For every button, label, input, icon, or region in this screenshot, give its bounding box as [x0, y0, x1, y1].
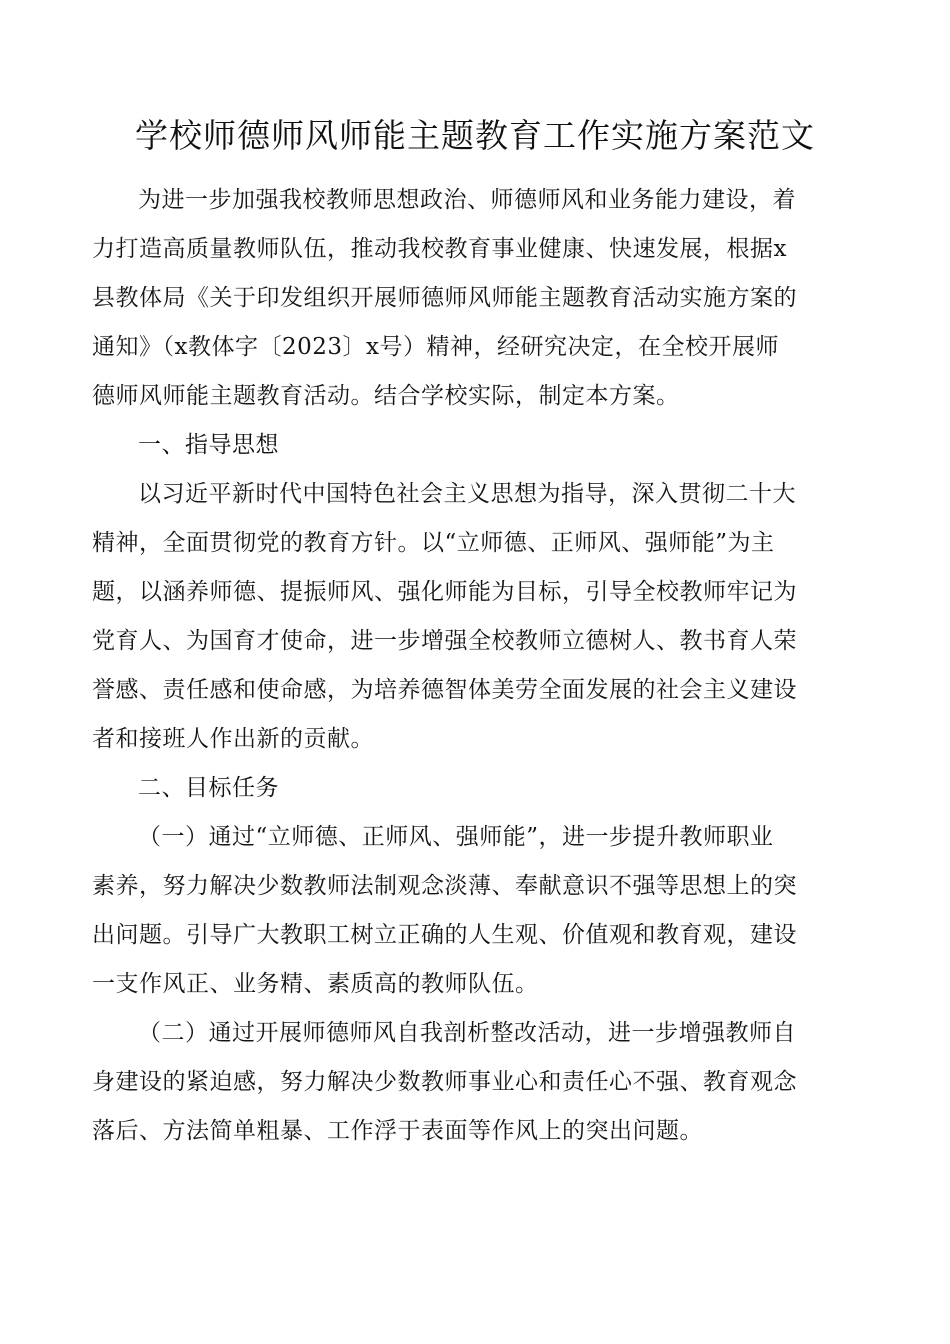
text-line: 以习近平新时代中国特色社会主义思想为指导，深入贯彻二十大: [138, 481, 796, 507]
text-line: 通知》（x教体字〔2023〕x号）精神，经研究决定，在全校开展师: [92, 334, 779, 360]
text-line: 者和接班人作出新的贡献。: [92, 726, 374, 752]
text-line: 身建设的紧迫感，努力解决少数教师事业心和责任心不强、教育观念: [92, 1069, 797, 1095]
intro-paragraph: [92, 176, 858, 421]
guiding-ideology-paragraph: [92, 470, 858, 764]
document-body: [92, 176, 858, 1156]
text-line: 落后、方法简单粗暴、工作浮于表面等作风上的突出问题。: [92, 1118, 703, 1144]
text-line: 力打造高质量教师队伍，推动我校教育事业健康、快速发展，根据x: [92, 236, 787, 262]
text-line: 出问题。引导广大教职工树立正确的人生观、价值观和教育观，建设: [92, 922, 797, 948]
text-line: 县教体局《关于印发组织开展师德师风师能主题教育活动实施方案的: [92, 285, 797, 311]
text-line: 素养，努力解决少数教师法制观念淡薄、奉献意识不强等思想上的突: [92, 873, 797, 899]
target-item-2-paragraph: [92, 1009, 858, 1156]
document-title: 学校师德师风师能主题教育工作实施方案范文: [135, 116, 815, 155]
text-line: 一支作风正、业务精、素质高的教师队伍。: [92, 971, 539, 997]
section-heading: 二、目标任务: [138, 775, 279, 801]
text-line: （一）通过“立师德、正师风、强师能”，进一步提升教师职业: [138, 824, 774, 850]
text-line: 题，以涵养师德、提振师风、强化师能为目标，引导全校教师牢记为: [92, 579, 797, 605]
text-line: 党育人、为国育才使命，进一步增强全校教师立德树人、教书育人荣: [92, 628, 797, 654]
target-item-1-paragraph: [92, 813, 858, 1009]
text-line: （二）通过开展师德师风自我剖析整改活动，进一步增强教师自: [138, 1020, 796, 1046]
section-heading: 一、指导思想: [138, 432, 279, 458]
text-line: 精神，全面贯彻党的教育方针。以“立师德、正师风、强师能”为主: [92, 530, 775, 556]
text-line: 德师风师能主题教育活动。结合学校实际，制定本方案。: [92, 383, 680, 409]
text-line: 为进一步加强我校教师思想政治、师德师风和业务能力建设，着: [138, 187, 796, 213]
text-line: 誉感、责任感和使命感，为培养德智体美劳全面发展的社会主义建设: [92, 677, 797, 703]
